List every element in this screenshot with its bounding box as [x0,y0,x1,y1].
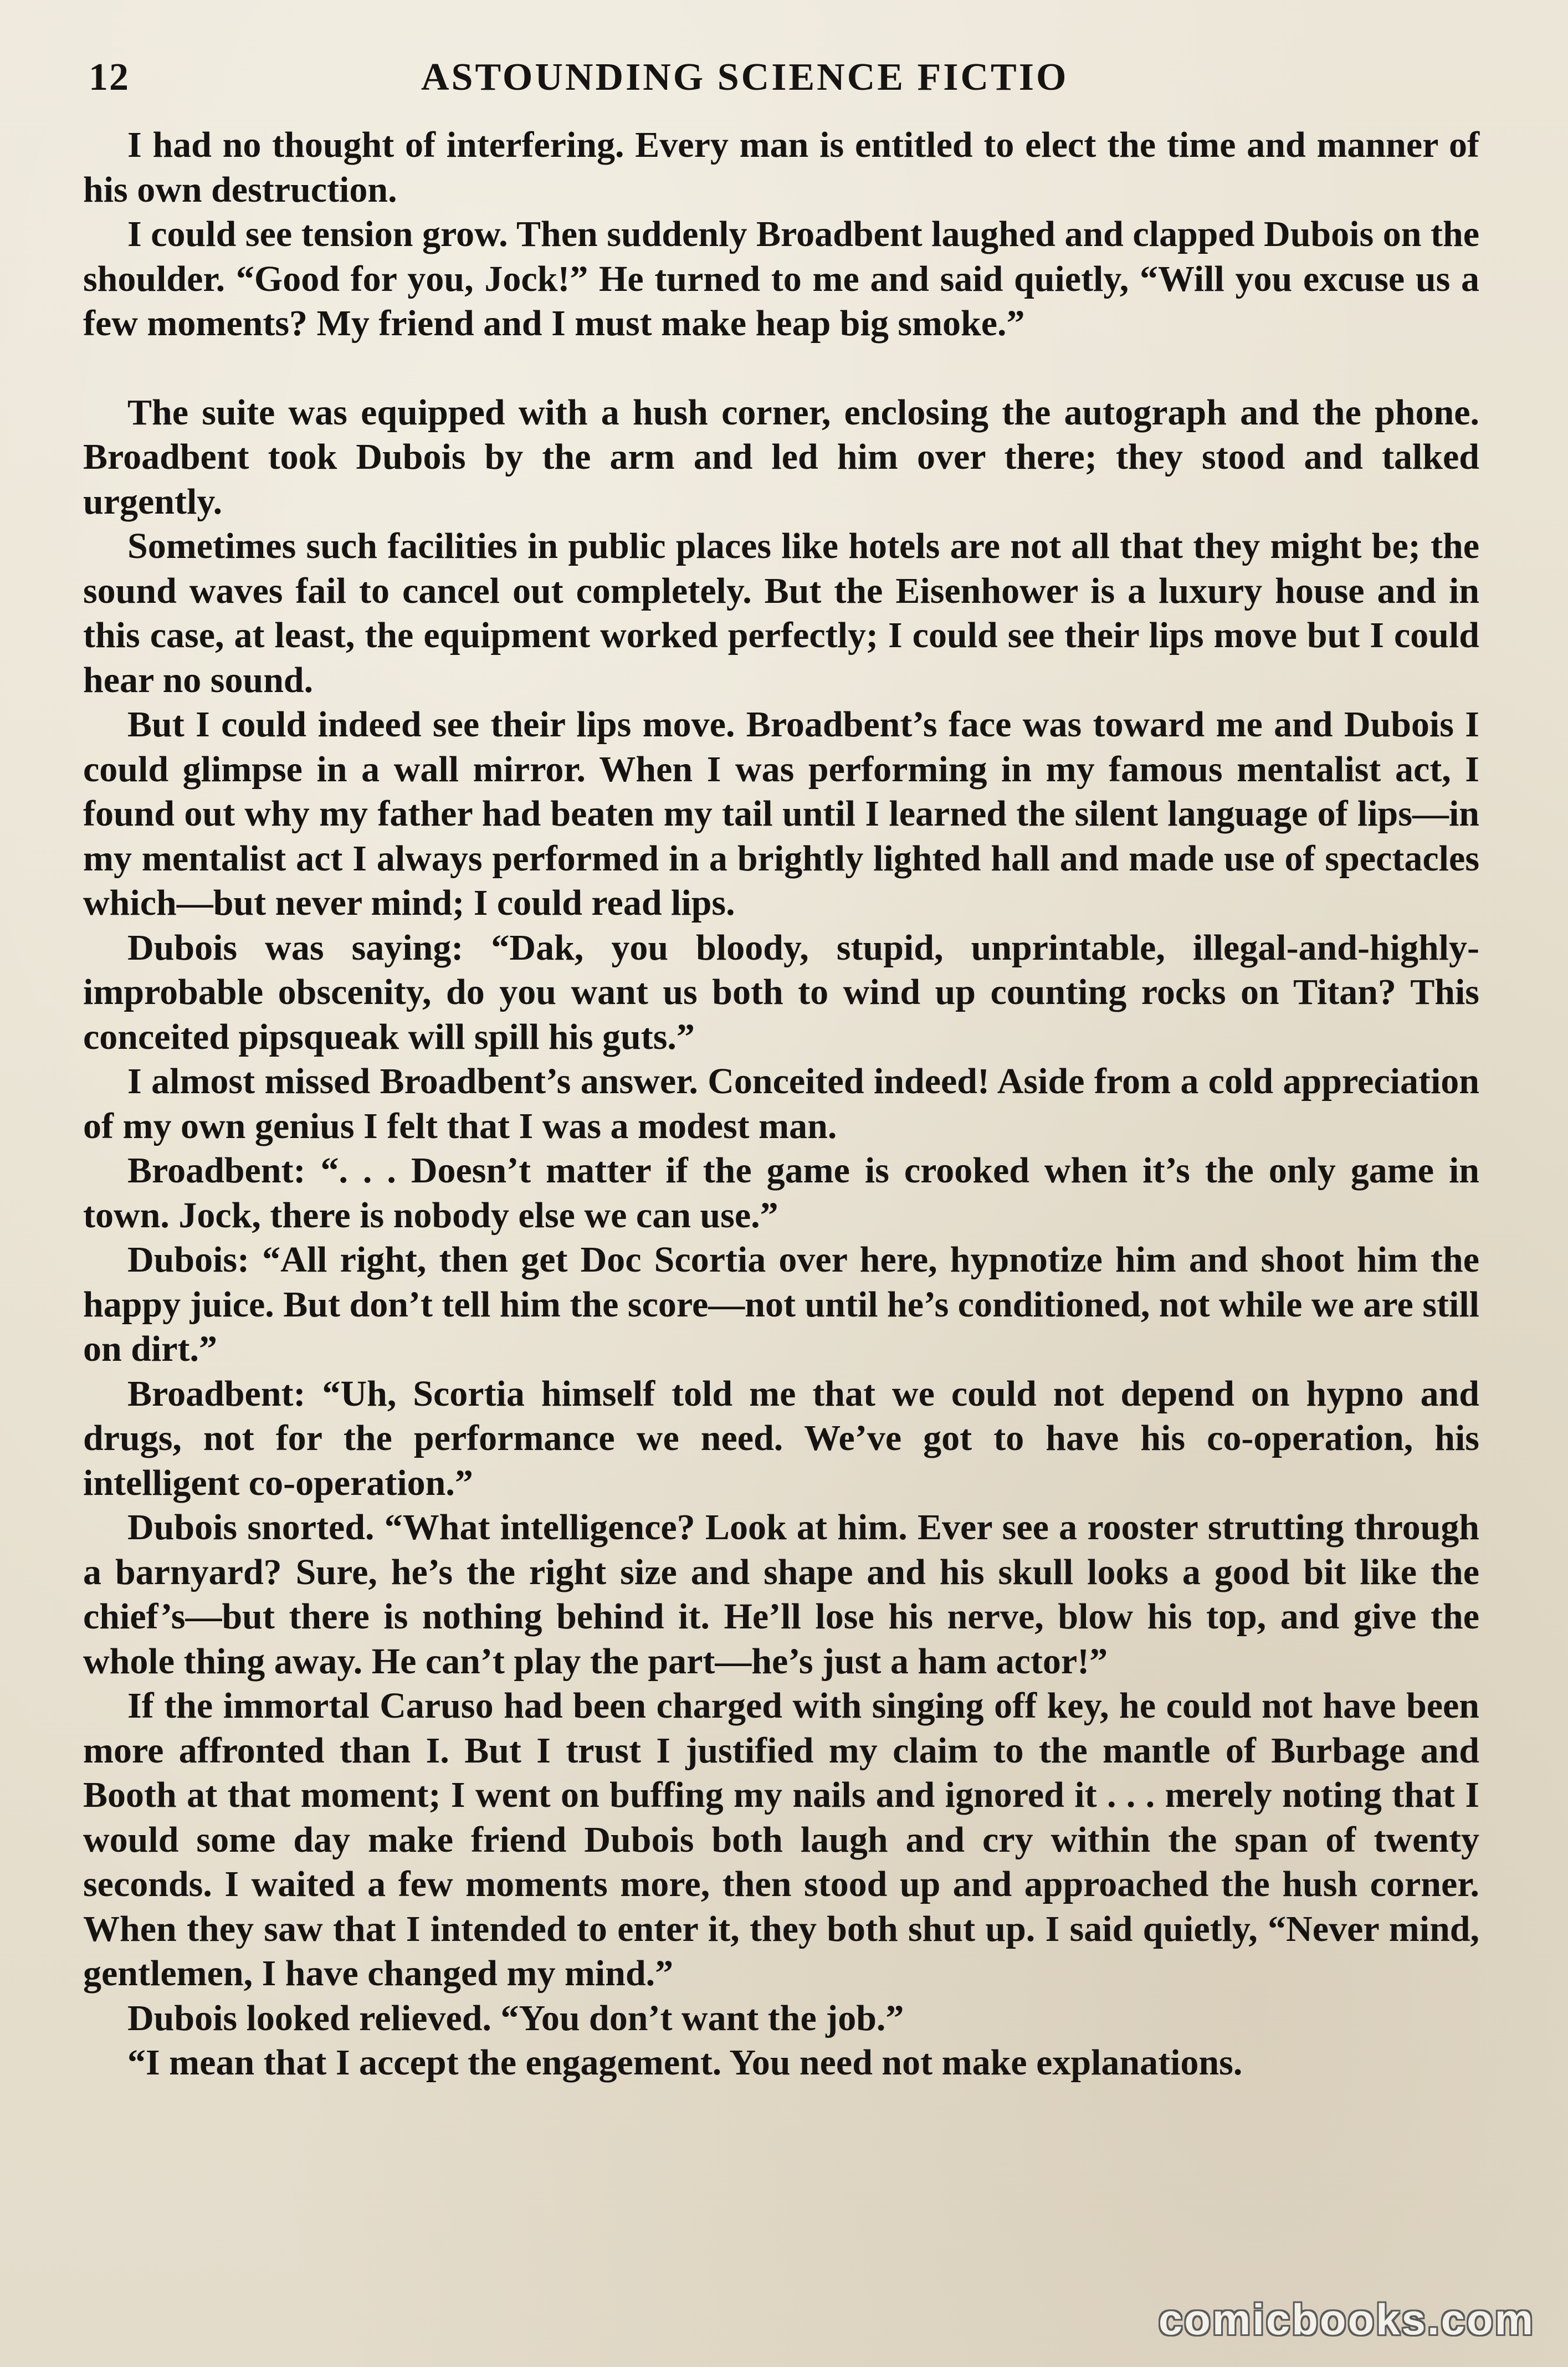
paragraph: I could see tension grow. Then suddenly Broadbent laughed and clapped Dubois on the shoulder. “Good for you, Jock!” He turned to me and said quietly, “Will you excuse us a few moments? My friend and I must make heap big smoke.” [83,214,1479,344]
paragraph: Sometimes such facilities in public places like hotels are not all that they might be; the sound waves fail to cancel out completely. But the Eisenhower is a luxury house and in this case, at least, the equipment worked perfectly; I could see their lips move but I could hear no sound. [83,526,1479,700]
paragraph: I had no thought of interfering. Every man is entitled to elect the time and manner of his own destruction. [83,125,1479,210]
paragraph: I almost missed Broadbent’s answer. Conceited indeed! Aside from a cold appreciation of my own genius I felt that I was a modest man. [83,1061,1479,1146]
paragraph: If the immortal Caruso had been charged with singing off key, he could not have been more affronted than I. But I trust I justified my claim to the mantle of Burbage and Booth at that moment; I went on buffing my nails and ignored it . . . merely noting that I would some day make friend Dubois both laugh and cry within the span of twenty seconds. I waited a few moments more, then stood up and approached the hush corner. When they saw that I intended to enter it, they both shut up. I said quietly, “Never mind, gentlemen, I have changed my mind.” [83,1685,1479,1994]
paragraph: Dubois: “All right, then get Doc Scortia over here, hypnotize him and shoot him the happy juice. But don’t tell him the score—not until he’s conditioned, not while we are still on dirt.” [83,1239,1479,1369]
section-break [83,346,1479,391]
paragraph: Dubois snorted. “What intelligence? Look at him. Ever see a rooster strutting through a barnyard? Sure, he’s the right size and shape and his skull looks a good bit like the chief’s—but there is nothing behind it. He’ll lose his nerve, blow his top, and give the whole thing away. He can’t play the part—he’s just a ham actor!” [83,1507,1479,1682]
page-number: 12 [89,56,130,99]
running-title: ASTOUNDING SCIENCE FICTIO [421,56,1069,99]
paragraph: Broadbent: “. . . Doesn’t matter if the game is crooked when it’s the only game in town. Jock, there is nobody else we can use.” [83,1150,1479,1236]
paragraph: But I could indeed see their lips move. Broadbent’s face was toward me and Dubois I could glimpse in a wall mirror. When I was performing in my famous mentalist act, I found out why my father had beaten my tail until I learned the silent language of lips—in my mentalist act I always performed in a brightly lighted hall and made use of spectacles which—but never mind; I could read lips. [83,704,1479,923]
story-text [83,123,1479,2086]
paragraph: Broadbent: “Uh, Scortia himself told me that we could not depend on hypno and drugs, not for the performance we need. We’ve got to have his co-operation, his intelligent co-operation.” [83,1373,1479,1503]
paragraph: The suite was equipped with a hush corner, enclosing the autograph and the phone. Broadbent took Dubois by the arm and led him over there; they stood and talked urgently. [83,392,1479,522]
paragraph: Dubois looked relieved. “You don’t want the job.” [127,1997,904,2038]
watermark-text: comicbooks.com [1158,2295,1535,2344]
page-header [89,55,1474,108]
paragraph: “I mean that I accept the engagement. You need not make explanations. [127,2042,1243,2083]
paragraph: Dubois was saying: “Dak, you bloody, stupid, unprintable, illegal-and-highly-improbable obscenity, do you want us both to wind up counting rocks on Titan? This conceited pipsqueak will spill his guts.” [83,927,1479,1057]
